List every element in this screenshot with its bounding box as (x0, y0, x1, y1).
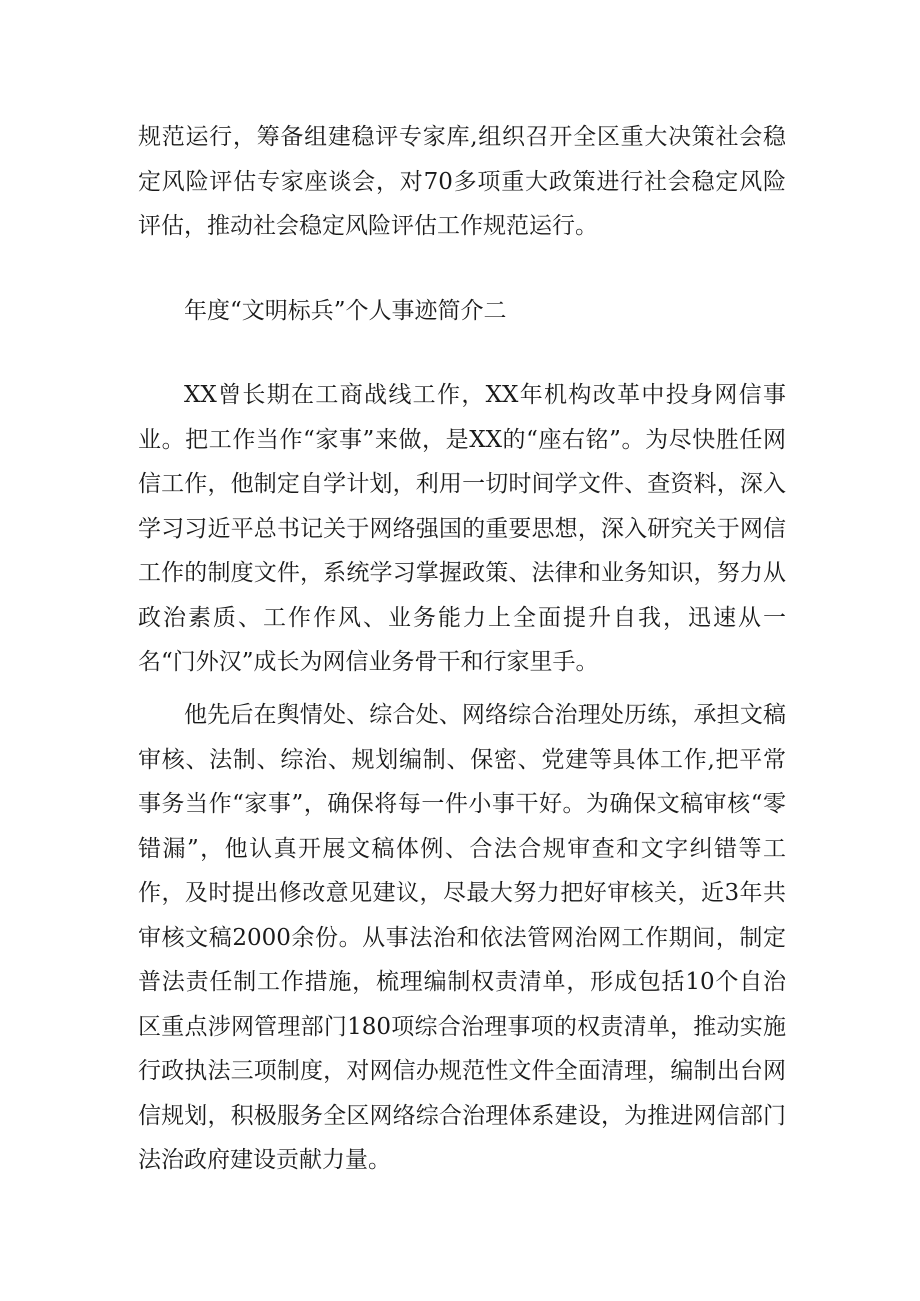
continuation-paragraph: 规范运行，筹备组建稳评专家库,组织召开全区重大决策社会稳定风险评估专家座谈会，对70多项重大政策进行社会稳定风险评估，推动社会稳定风险评估工作规范运行。 (138, 124, 786, 239)
section-heading: 年度“文明标兵”个人事迹简介二 (184, 298, 507, 324)
body-paragraph-work: 他先后在舆情处、综合处、网络综合治理处历练，承担文稿审核、法制、综治、规划编制、保密、党建等具体工作,把平常事务当作“家事”，确保将每一件小事干好。为确保文稿审核“零错漏”，他认真开展文稿体例、合法合规审查和文字纠错等工作，及时提出修改意见建议，尽最大努力把好审核关，近3年共审核文稿2000余份。从事法治和依法管网治网工作期间，制定普法责任制工作措施，梳理编制权责清单，形成包括10个自治区重点涉网管理部门180项综合治理事项的权责清单，推动实施行政执法三项制度，对网信办规范性文件全面清理，编制出台网信规划，积极服务全区网络综合治理体系建设，为推进网信部门法治政府建设贡献力量。 (138, 702, 786, 1173)
body-paragraph-intro: XX曾长期在工商战线工作，XX年机构改革中投身网信事业。把工作当作“家事”来做，是XX的“座右铭”。为尽快胜任网信工作，他制定自学计划，利用一切时间学文件、查资料，深入学习习近平总书记关于网络强国的重要思想，深入研究关于网信工作的制度文件，系统学习掌握政策、法律和业务知识，努力从政治素质、工作作风、业务能力上全面提升自我，迅速从一名“门外汉”成长为网信业务骨干和行家里手。 (138, 382, 786, 675)
